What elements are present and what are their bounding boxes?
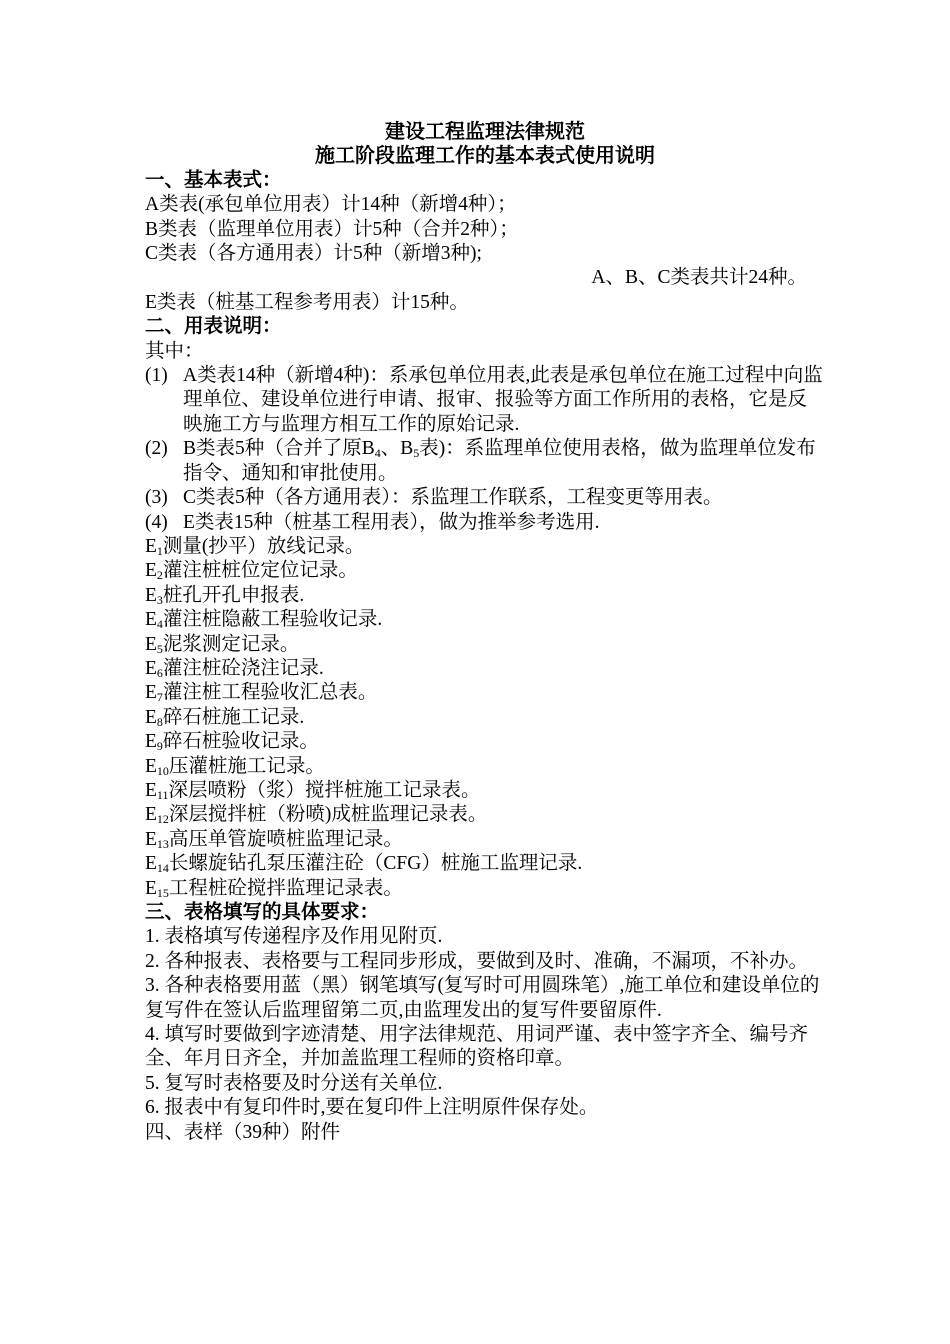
requirement-item: 5. 复写时表格要及时分送有关单位.: [145, 1072, 443, 1094]
requirements-list: [145, 925, 825, 1120]
requirement-item: 2. 各种报表、表格要与工程同步形成，要做到及时、准确，不漏项，不补办。: [145, 950, 809, 972]
e-form-item: $E_{10}$压灌桩施工记录。: [145, 755, 325, 778]
title-sub: 施工阶段监理工作的基本表式使用说明: [315, 145, 655, 168]
section-heading-2: 二、用表说明：: [145, 316, 282, 338]
section-heading-1: 一、基本表式：: [145, 169, 282, 191]
usage-item: (3) C类表5种（各方通用表）：系监理工作联系，工程变更等用表。: [145, 487, 723, 509]
e-form-item: $E_7$灌注桩工程验收汇总表。: [145, 682, 378, 705]
usage-item: (4) E类表15种（桩基工程用表），做为推举参考选用.: [145, 511, 600, 533]
requirement-item: 4. 填写时要做到字迹清楚、用字法律规范、用词严谨、表中签字齐全、编号齐全、年月日齐全，并加盖监理工程师的资格印章。: [145, 1024, 809, 1070]
e-form-item: $E_{15}$工程桩砼搅拌监理记录表。: [145, 877, 403, 900]
e-form-item: $E_{14}$长螺旋钻孔泵压灌注砼（CFG）桩施工监理记录.: [145, 853, 583, 876]
e-form-item: $E_{11}$深层喷粉（浆）搅拌桩施工记录表。: [145, 779, 481, 802]
requirement-item: 1. 表格填写传递程序及作用见附页.: [145, 926, 443, 948]
form-line-e: E类表（桩基工程参考用表）计15种。: [145, 291, 469, 313]
e-form-item: $E_2$灌注桩桩位定位记录。: [145, 560, 358, 583]
requirement-item: 3. 各种表格要用蓝（黑）钢笔填写(复写时可用圆珠笔）,施工单位和建设单位的复写件在签认后监理留第二页,由监理发出的复写件要留原件.: [145, 975, 820, 1021]
e-form-item: $E_1$测量(抄平）放线记录。: [145, 535, 365, 558]
e-form-item: $E_5$泥浆测定记录。: [145, 633, 300, 656]
form-line-c: C类表（各方通用表）计5种（新增3种);: [145, 243, 482, 265]
form-total: A、B、C类表共计24种。: [591, 267, 807, 289]
e-form-item: $E_{12}$深层搅拌桩（粉喷)成桩监理记录表。: [145, 804, 488, 827]
form-line-a: A类表(承包单位用表）计14种（新增4种）；: [145, 194, 517, 216]
e-form-item: $E_4$灌注桩隐蔽工程验收记录.: [145, 609, 383, 632]
form-line-b: B类表（监理单位用表）计5种（合并2种）；: [145, 218, 519, 240]
title-main: 建设工程监理法律规范: [385, 121, 585, 143]
e-form-item: $E_9$碎石桩验收记录。: [145, 731, 319, 754]
e-form-item: $E_3$桩孔开孔申报表.: [145, 584, 305, 607]
requirement-item: 6. 报表中有复印件时,要在复印件上注明原件保存处。: [145, 1097, 599, 1119]
e-form-item: $E_{13}$高压单管旋喷桩监理记录。: [145, 828, 403, 851]
usage-item: (2) B类表5种（合并了原$B_4$、$B_5$表)：系监理单位使用表格，做为监理单位发布指令、通知和审批使用。: [145, 438, 816, 484]
e-form-item: $E_6$灌注桩砼浇注记录.: [145, 657, 324, 680]
document-page: [145, 120, 825, 1145]
section-heading-3: 三、表格填写的具体要求：: [145, 902, 380, 923]
among-label: 其中：: [145, 340, 204, 362]
section-heading-4: 四、表样（39种）附件: [145, 1121, 341, 1143]
e-form-item: $E_8$碎石桩施工记录.: [145, 706, 305, 729]
e-form-list: [145, 535, 825, 901]
usage-item: (1) A类表14种（新增4种)：系承包单位用表,此表是承包单位在施工过程中向监理单位、建设单位进行申请、报审、报验等方面工作所用的表格，它是反映施工方与监理方相互工作的原始记录.: [145, 365, 823, 435]
